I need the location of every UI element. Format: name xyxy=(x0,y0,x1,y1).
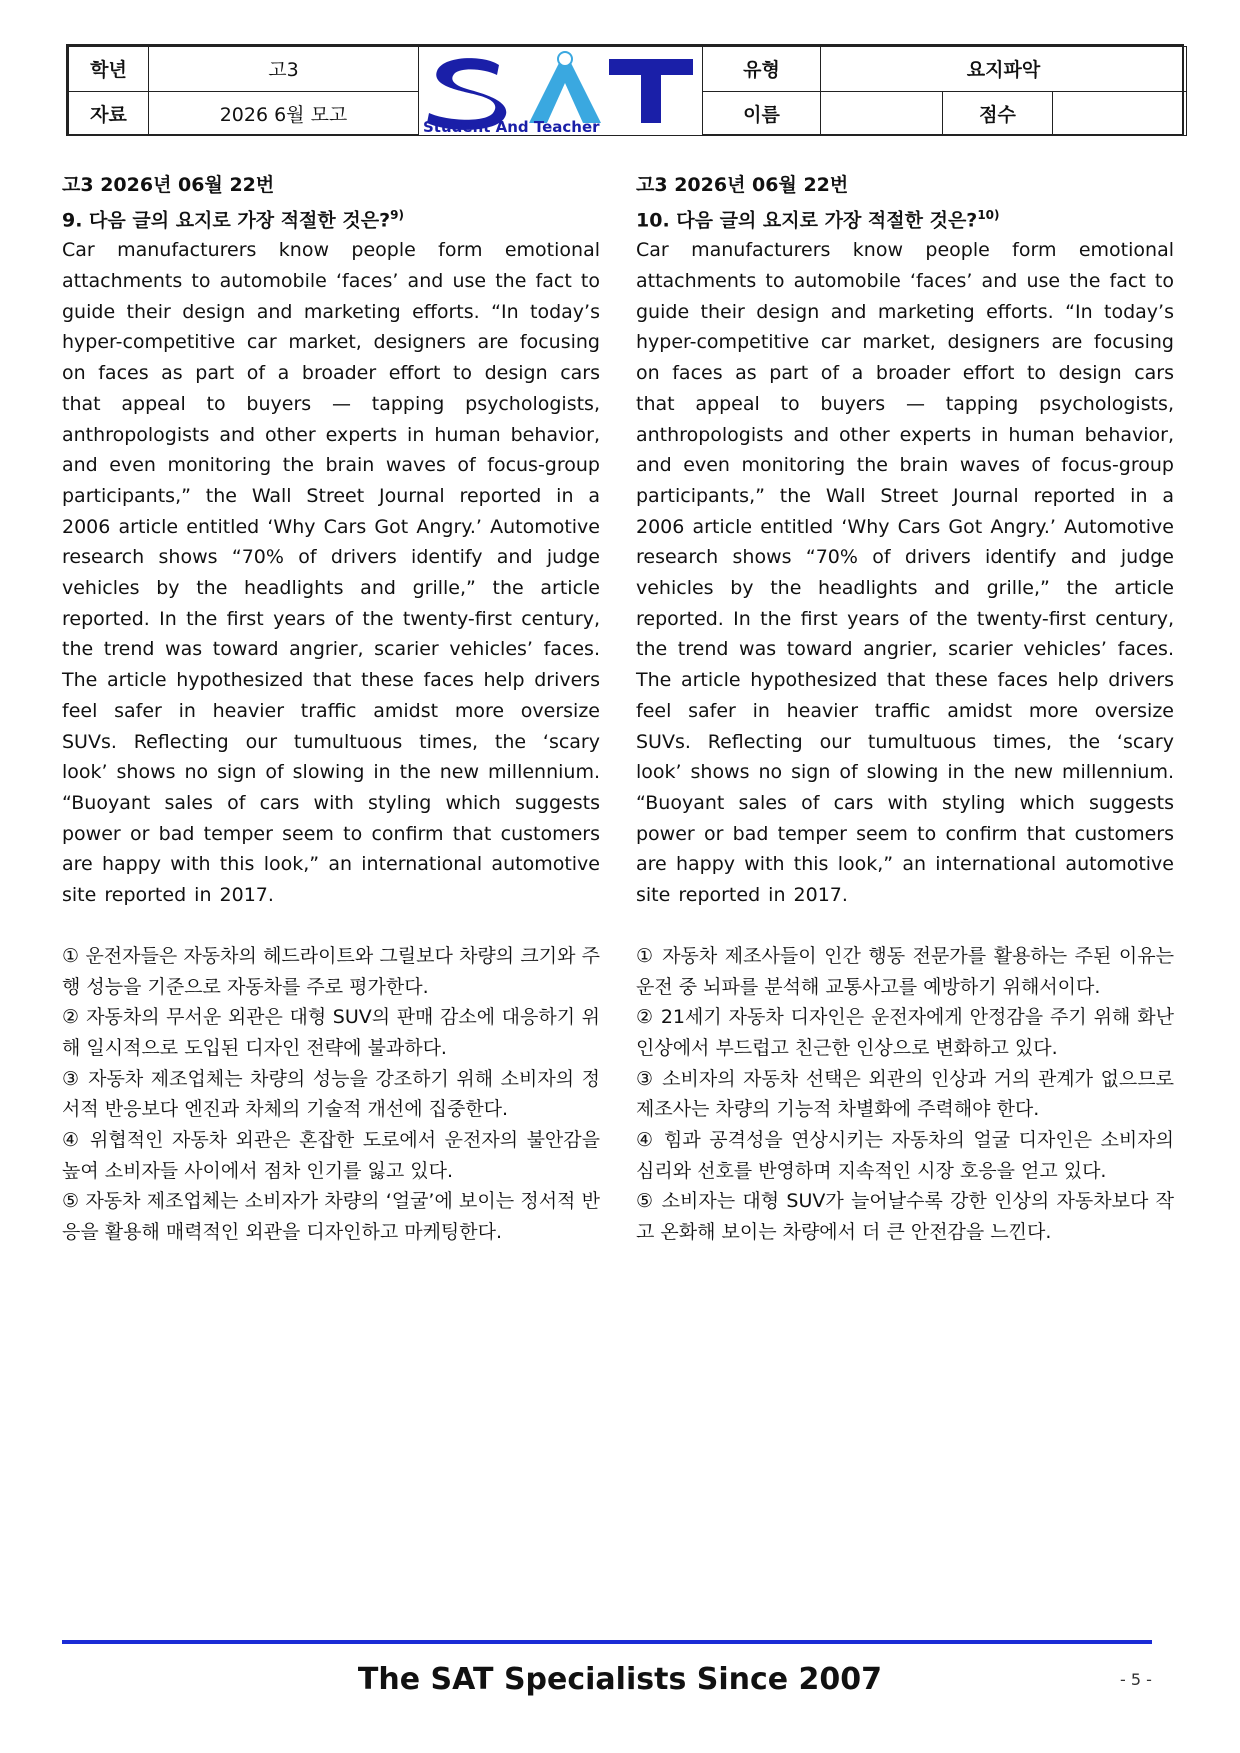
choice-list xyxy=(62,941,600,1248)
sat-logo xyxy=(419,47,703,136)
choice-5[interactable]: ⑤ 자동차 제조업체는 소비자가 차량의 ‘얼굴’에 보이는 정서적 반응을 활용해 매력적인 외관을 디자인하고 마케팅한다. xyxy=(62,1190,600,1244)
question-9 xyxy=(62,170,600,1248)
choice-1[interactable]: ① 자동차 제조사들이 인간 행동 전문가를 활용하는 주된 이유는 운전 중 뇌파를 분석해 교통사고를 예방하기 위해서이다. xyxy=(636,944,1174,998)
passage-text: Car manufacturers know people form emotional attachments to automobile ‘faces’ and use the fact to guide their design and marketing efforts. “In today’s hyper-competitive car market, designers are focusing on faces as part of a broader effort to design cars that appeal to buyers — tapping psychologists, anthropologists and other experts in human behavior, and even monitoring the brain waves of focus-group participants,” the Wall Street Journal reported in a 2006 article entitled ‘Why Cars Got Angry.’ Automotive research shows “70% of drivers identify and judge vehicles by the headlights and grille,” the article reported. In the first years of the twenty-first century, the trend was toward angrier, scarier vehicles’ faces. The article hypothesized that these faces help drivers feel safer in heavier traffic amidst more oversize SUVs. Reflecting our tumultuous times, the ‘scary look’ shows no sign of slowing in the new millennium. “Buoyant sales of cars with styling which suggests power or bad temper seem to confirm that customers are happy with this look,” an international automotive site reported in 2017. xyxy=(636,239,1174,907)
score-label: 점수 xyxy=(943,91,1053,136)
type-value: 요지파악 xyxy=(821,47,1187,92)
name-label: 이름 xyxy=(703,91,821,136)
choice-1[interactable]: ① 운전자들은 자동차의 헤드라이트와 그릴보다 차량의 크기와 주행 성능을 기준으로 자동차를 주로 평가한다. xyxy=(62,944,600,998)
footer-divider xyxy=(62,1640,1152,1644)
question-10 xyxy=(636,170,1174,1248)
passage-text: Car manufacturers know people form emotional attachments to automobile ‘faces’ and use the fact to guide their design and marketing efforts. “In today’s hyper-competitive car market, designers are focusing on faces as part of a broader effort to design cars that appeal to buyers — tapping psychologists, anthropologists and other experts in human behavior, and even monitoring the brain waves of focus-group participants,” the Wall Street Journal reported in a 2006 article entitled ‘Why Cars Got Angry.’ Automotive research shows “70% of drivers identify and judge vehicles by the headlights and grille,” the article reported. In the first years of the twenty-first century, the trend was toward angrier, scarier vehicles’ faces. The article hypothesized that these faces help drivers feel safer in heavier traffic amidst more oversize SUVs. Reflecting our tumultuous times, the ‘scary look’ shows no sign of slowing in the new millennium. “Buoyant sales of cars with styling which suggests power or bad temper seem to confirm that customers are happy with this look,” an international automotive site reported in 2017. xyxy=(62,239,600,907)
page-number: - 5 - xyxy=(1120,1670,1152,1689)
header-table xyxy=(66,44,1184,136)
grade-value: 고3 xyxy=(149,47,419,92)
score-field[interactable] xyxy=(1053,91,1187,136)
grade-label: 학년 xyxy=(69,47,149,92)
choice-3[interactable]: ③ 소비자의 자동차 선택은 외관의 인상과 거의 관계가 없으므로 제조사는 차량의 기능적 차별화에 주력해야 한다. xyxy=(636,1067,1174,1121)
choice-3[interactable]: ③ 자동차 제조업체는 차량의 성능을 강조하기 위해 소비자의 정서적 반응보다 엔진과 차체의 기술적 개선에 집중한다. xyxy=(62,1067,600,1121)
question-prompt: 9. 다음 글의 요지로 가장 적절한 것은?$^{9)}$ xyxy=(62,208,404,232)
name-field[interactable] xyxy=(821,91,943,136)
choice-2[interactable]: ② 21세기 자동차 디자인은 운전자에게 안정감을 주기 위해 화난 인상에서 부드럽고 친근한 인상으로 변화하고 있다. xyxy=(636,1006,1174,1059)
choice-4[interactable]: ④ 위협적인 자동차 외관은 혼잡한 도로에서 운전자의 불안감을 높여 소비자들 사이에서 점차 인기를 잃고 있다. xyxy=(62,1129,600,1182)
source-value: 2026 6월 모고 xyxy=(149,91,419,136)
footnote-marker: 10) xyxy=(977,208,1000,222)
source-label: 자료 xyxy=(69,91,149,136)
footer-slogan: The SAT Specialists Since 2007 xyxy=(357,1662,883,1697)
footnote-marker: 9) xyxy=(390,208,404,222)
choice-5[interactable]: ⑤ 소비자는 대형 SUV가 늘어날수록 강한 인상의 자동차보다 작고 온화해 보이는 차량에서 더 큰 안전감을 느낀다. xyxy=(636,1190,1174,1244)
choice-4[interactable]: ④ 힘과 공격성을 연상시키는 자동차의 얼굴 디자인은 소비자의 심리와 선호를 반영하며 지속적인 시장 호응을 얻고 있다. xyxy=(636,1129,1174,1182)
choice-list xyxy=(636,941,1174,1248)
question-source: 고3 2026년 06월 22번 xyxy=(62,174,275,196)
question-prompt: 10. 다음 글의 요지로 가장 적절한 것은?$^{10)}$ xyxy=(636,208,1000,232)
choice-2[interactable]: ② 자동차의 무서운 외관은 대형 SUV의 판매 감소에 대응하기 위해 일시적으로 도입된 디자인 전략에 불과하다. xyxy=(62,1006,600,1059)
question-source: 고3 2026년 06월 22번 xyxy=(636,174,849,196)
type-label: 유형 xyxy=(703,47,821,92)
logo-tagline: Student And Teacher xyxy=(423,118,600,135)
